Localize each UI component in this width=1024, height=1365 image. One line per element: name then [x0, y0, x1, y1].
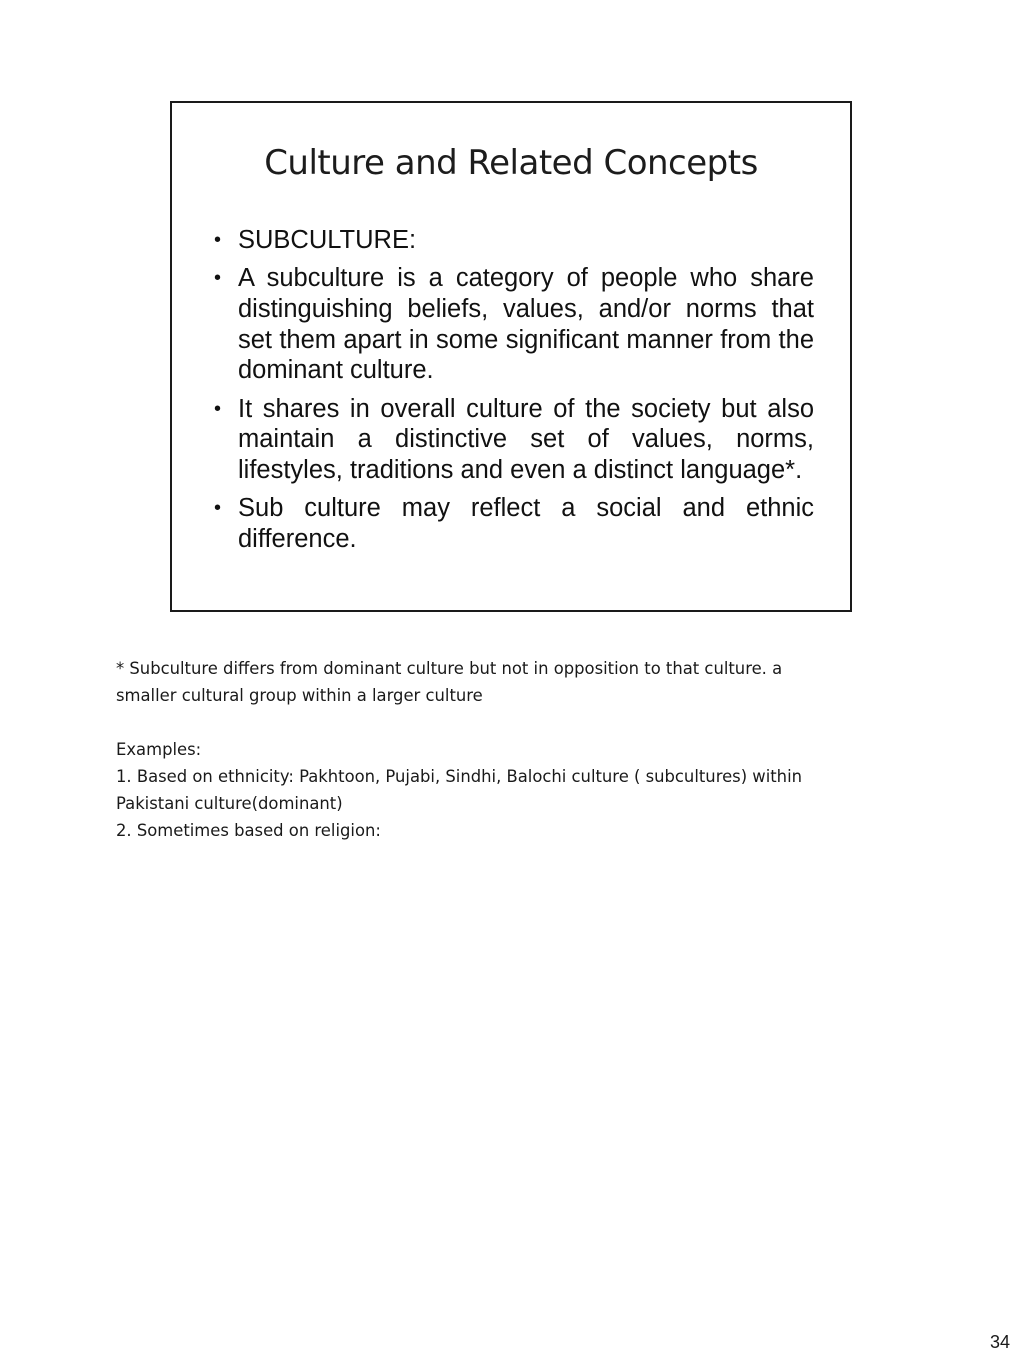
bullet-item	[214, 263, 814, 386]
bullet-text: SUBCULTURE:	[238, 226, 417, 254]
bullet-dot-icon: •	[214, 397, 222, 420]
bullet-dot-icon: •	[214, 497, 222, 520]
bullet-dot-icon: •	[214, 267, 222, 290]
speaker-notes	[116, 655, 906, 844]
example-line: Pakistani culture(dominant)	[116, 794, 343, 813]
page-number: 34	[989, 1332, 1010, 1352]
bullet-list	[214, 225, 814, 562]
bullet-item	[214, 394, 814, 486]
slide-title: Culture and Related Concepts	[264, 143, 758, 183]
bullet-item	[214, 493, 814, 554]
bullet-item	[214, 225, 814, 256]
example-line: 1. Based on ethnicity: Pakhtoon, Pujabi, Sindhi, Balochi culture ( subcultures) within	[116, 767, 803, 786]
slide-frame	[170, 101, 852, 612]
bullet-text: A subculture is a category of people who share distinguishing beliefs, values, and/or norms that set them apart in some significant manner from the dominant culture.	[238, 264, 814, 385]
bullet-dot-icon: •	[214, 229, 222, 251]
bullet-text: Sub culture may reflect a social and ethnic difference.	[238, 494, 814, 553]
footnote-line: smaller cultural group within a larger culture	[116, 686, 483, 705]
bullet-text: It shares in overall culture of the society but also maintain a distinctive set of values, norms, lifestyles, traditions and even a distinct language*.	[238, 394, 814, 484]
footnote-line: * Subculture differs from dominant culture but not in opposition to that culture. a	[116, 659, 783, 678]
examples-heading: Examples:	[116, 740, 202, 759]
example-line: 2. Sometimes based on religion:	[116, 821, 381, 840]
